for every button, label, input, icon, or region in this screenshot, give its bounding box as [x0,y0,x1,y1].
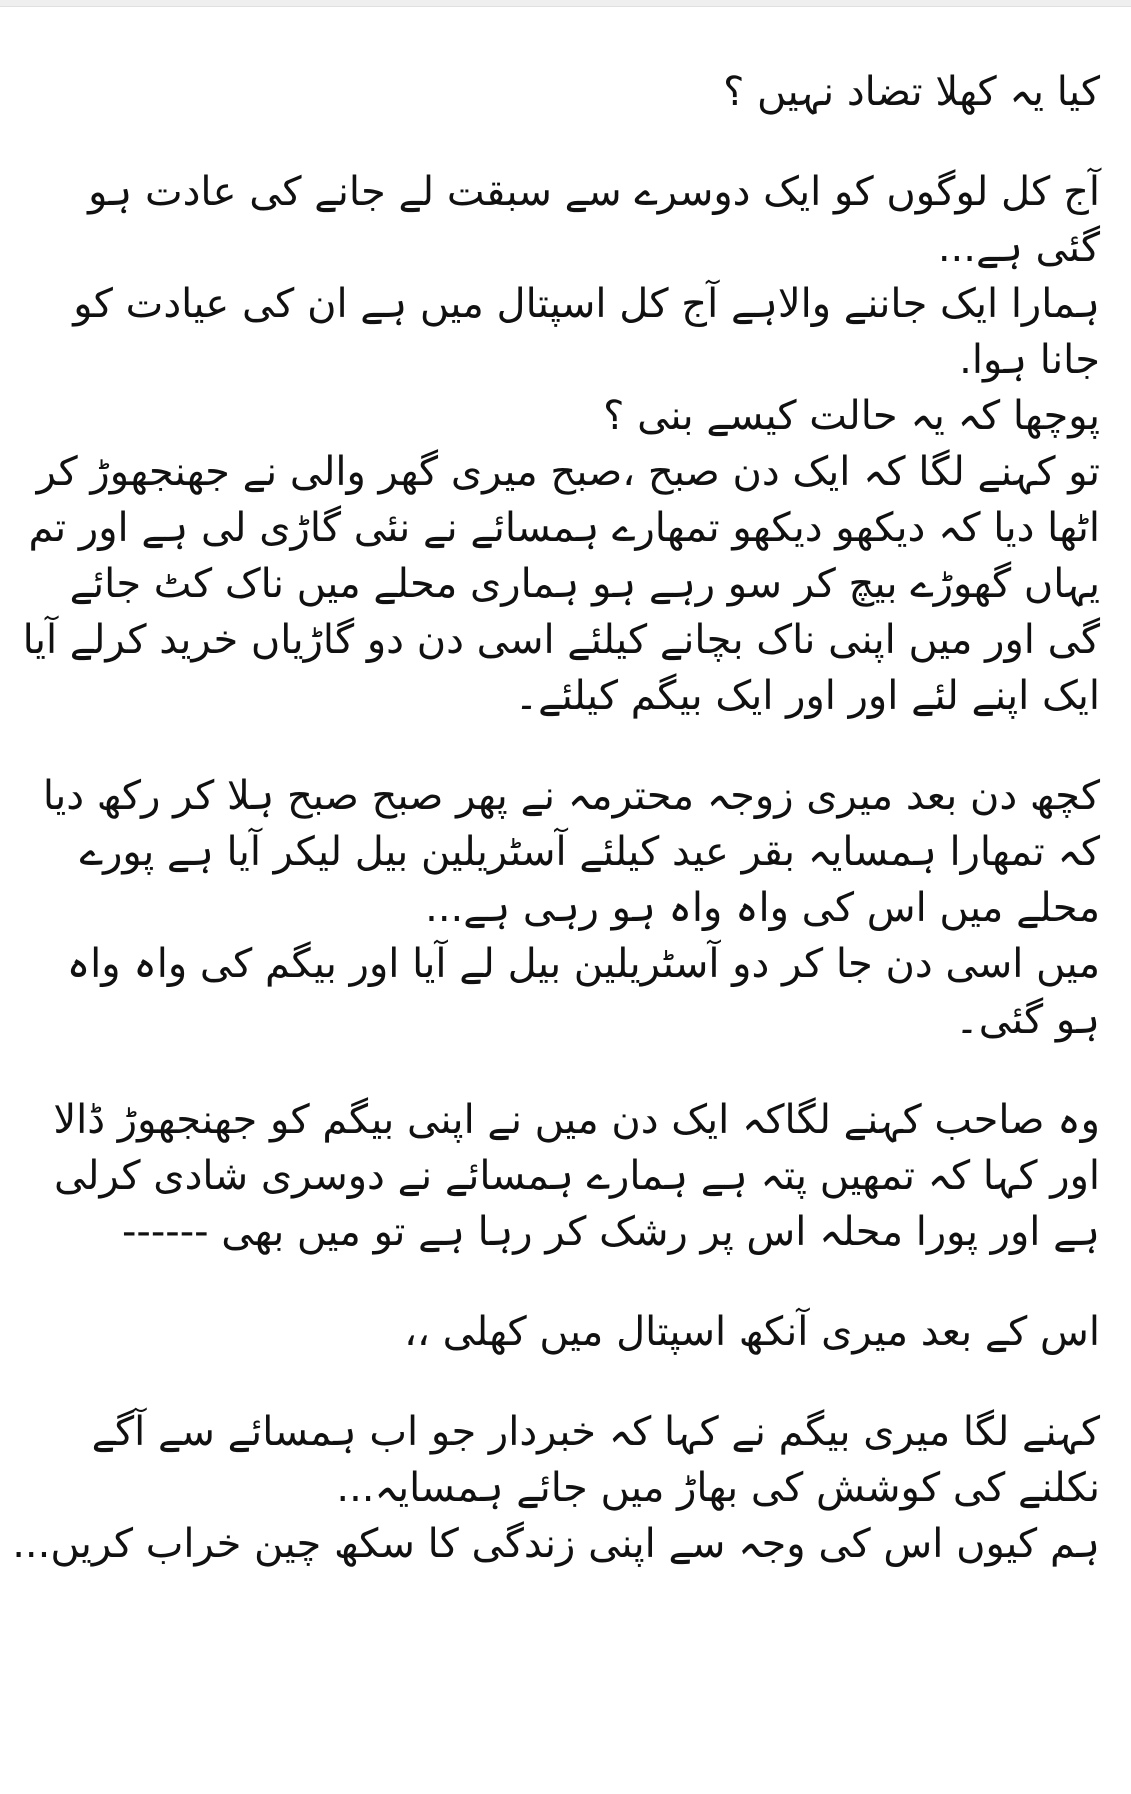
paragraph-line: کچھ دن بعد میری زوجہ محترمہ نے پھر صبح صبح ہلا کر رکھ دیا کہ تمھارا ہمسایہ بقر عید کیلئے آسٹریلین بیل لیکر آیا ہے پورے محلے میں اس کی واہ واہ ہو رہی ہے... [42,773,1100,931]
title-line: کیا یہ کھلا تضاد نہیں ؟ [723,69,1100,115]
paragraph-line: پوچھا کہ یہ حالت کیسے بنی ؟ [603,393,1100,439]
paragraph-bull-story [12,768,1100,1048]
paragraph-marriage-story [12,1092,1100,1260]
paragraph-line: آج کل لوگوں کو ایک دوسرے سے سبقت لے جانے کی عادت ہو گئی ہے... [88,169,1100,271]
paragraph-line: اس کے بعد میری آنکھ اسپتال میں کھلی ،، [404,1309,1100,1355]
paragraph-hospital [12,1304,1100,1360]
top-status-strip [0,0,1131,7]
urdu-text-document [12,64,1100,1572]
paragraph-conclusion [12,1404,1100,1572]
paragraph-line: میں اسی دن جا کر دو آسٹریلین بیل لے آیا اور بیگم کی واہ واہ ہو گئی۔ [66,941,1100,1043]
paragraph-line: وہ صاحب کہنے لگاکہ ایک دن میں نے اپنی بیگم کو جھنجھوڑ ڈالا اور کہا کہ تمھیں پتہ ہے ہمارے ہمسائے نے دوسری شادی کرلی ہے اور پورا محلہ اس پر رشک کر رہا ہے تو میں بھی ------ [53,1097,1100,1255]
paragraph-line: ہم کیوں اس کی وجہ سے اپنی زندگی کا سکھ چین خراب کریں... [12,1521,1100,1567]
document-title [12,64,1100,120]
paragraph-line: ہمارا ایک جاننے والاہے آج کل اسپتال میں ہے ان کی عیادت کو جانا ہوا. [73,281,1100,383]
paragraph-line: تو کہنے لگا کہ ایک دن صبح ،صبح میری گھر والی نے جھنجھوڑ کر اٹھا دیا کہ دیکھو دیکھو تمھارے ہمسائے نے نئی گاڑی لی ہے اور تم یہاں گھوڑے بیچ کر سو رہے ہو ہماری محلے میں ناک کٹ جائے گی اور میں اپنی ناک بچانے کیلئے اسی دن دو گاڑیاں خرید کرلے آیا ایک اپنے لئے اور اور ایک بیگم کیلئے۔ [22,449,1100,719]
paragraph-line: کہنے لگا میری بیگم نے کہا کہ خبردار جو اب ہمسائے سے آگے نکلنے کی کوشش کی بھاڑ میں جائے ہمسایہ... [91,1409,1100,1511]
paragraph-car-story [12,164,1100,724]
